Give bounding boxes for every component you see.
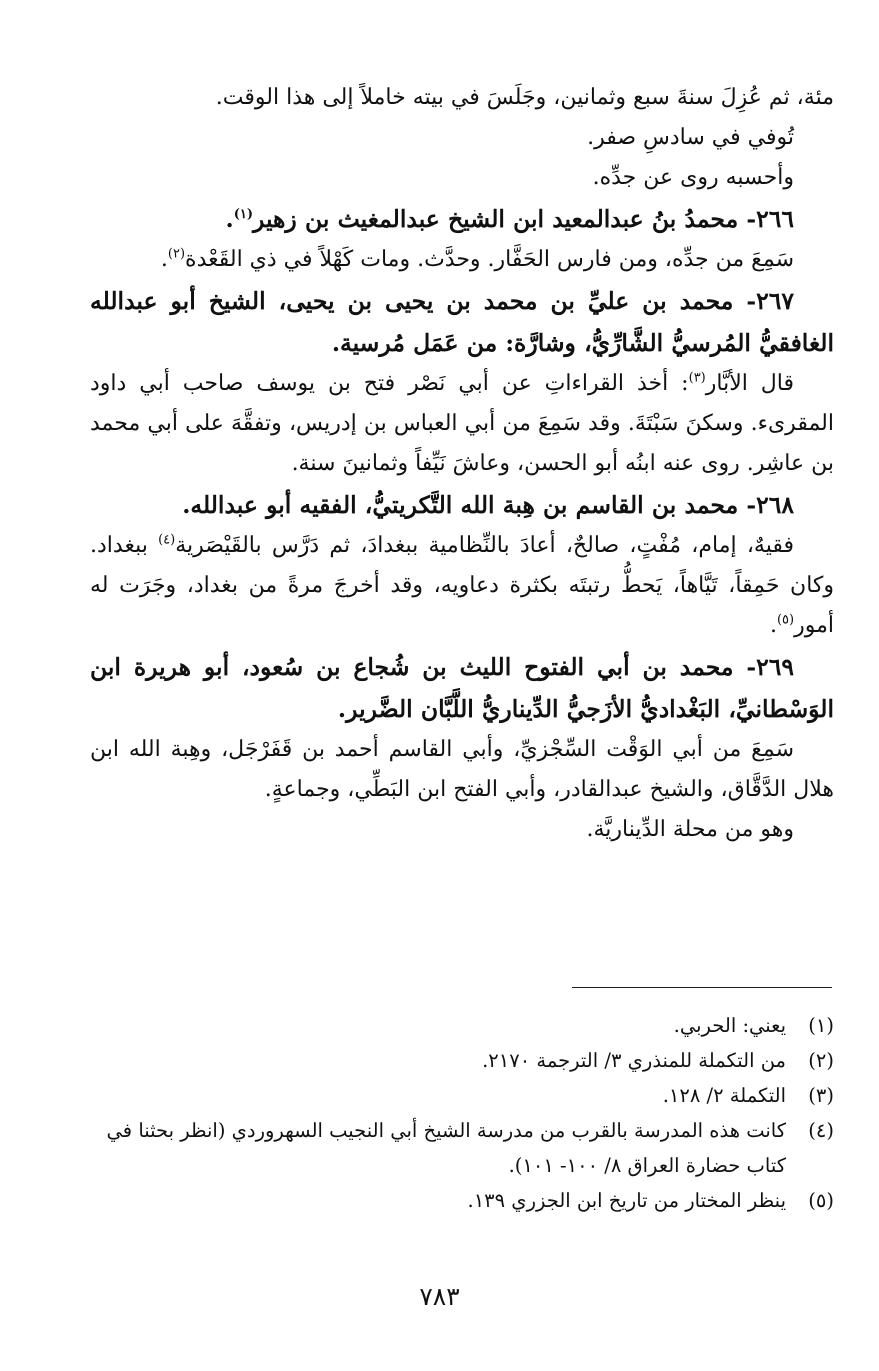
footnote-ref[interactable]: (٣) [688,370,706,386]
footnote [90,1113,834,1183]
entry-heading-268: ٢٦٨- محمد بن القاسم بن هِبة الله التَّكريتيُّ، الفقيه أبو عبدالله. [182,491,794,519]
footnote-number: (١) [808,1014,834,1037]
footnote-ref[interactable]: (٢) [167,246,186,262]
footnote-number: (٤) [808,1119,834,1142]
page-number: ٧٨٣ [419,1282,460,1311]
footnote-number: (٢) [808,1049,834,1072]
entry-text: : أخذ القراءاتِ عن أبي نَصْر فتح بن يوسف صاحب أبي داود المقرىء. وسكنَ سَبْتَةَ. وقد سَمِعَ من أبي العباس بن إدريس، وتفقَّهَ على أبي محمد بن عاشِر. روى عنه ابنُه أبو الحسن، وعاشَ نَيِّفاً وثمانينَ سنة. [90,371,834,476]
entry-text: سَمِعَ من جدِّه، ومن فارس الحَفَّار. وحدَّث. ومات كَهْلاً في ذي القَعْدة [185,247,794,272]
entry-heading-266 [90,198,834,240]
footnote-text: كانت هذه المدرسة بالقرب من مدرسة الشيخ أبي النجيب السهروردي (انظر بحثنا في كتاب حضارة العراق ٨/ ١٠٠- ١٠١). [106,1119,786,1177]
entry-text: فقيهٌ، إمام، مُفْتٍ، صالحٌ، أعادَ بالنِّظامية ببغدادَ، ثم دَرَّس بالقَيْصَرية [175,533,794,558]
entry-heading-267: ٢٦٧- محمد بن عليِّ بن محمد بن يحيى بن يحيى، الشيخ أبو عبدالله الغافقيُّ المُرسيُّ الشَّارِّيُّ، وشارَّة: من عَمَل مُرسية. [90,287,834,357]
entry-title: ٢٦٦- محمدُ بنُ عبدالمعيد ابن الشيخ عبدالمغيث بن زهير [252,205,794,233]
entry-text: قال الأبَّار [705,371,795,396]
footnote-separator [572,987,832,988]
paragraph: تُوفي في سادسِ صفر. [587,125,794,150]
footnote-text: يعني: الحربي. [673,1014,786,1037]
footnote-text: ينظر المختار من تاريخ ابن الجزري ١٣٩. [467,1189,786,1212]
footnote-ref[interactable]: (٤) [158,532,176,548]
footnote [90,1043,834,1078]
paragraph: وهو من محلة الدِّيناريَّة. [586,817,794,842]
paragraph [90,364,834,484]
footnote-ref[interactable]: (١) [233,207,253,223]
punctuation: . [225,205,234,233]
footnote [90,1183,834,1218]
footnote-text: التكملة ٢/ ١٢٨. [662,1084,786,1107]
footnotes [90,1008,834,1218]
footnote [90,1008,834,1043]
paragraph: مئة، ثم عُزِلَ سنةَ سبع وثمانين، وجَلَسَ في بيته خاملاً إلى هذا الوقت. [215,85,834,110]
entry-text: ببغداد. وكان حَمِقاً، تَيَّاهاً، يَحطُّ رتبتَه بكثرة دعاويه، وقد أخرجَ مرةً من بغداد، وجَرَت له أمور [90,533,834,638]
paragraph [90,240,834,280]
paragraph: سَمِعَ من أبي الوَقْت السِّجْزيِّ، وأبي القاسم أحمد بن قَفَرْجَل، وهِبة الله ابن هلال الدَّقَّاق، والشيخ عبدالقادر، وأبي الفتح ابن البَطِّي، وجماعةٍ. [90,737,834,802]
entry-heading-269: ٢٦٩- محمد بن أبي الفتوح الليث بن شُجاع بن سُعود، أبو هريرة ابن الوَسْطانيِّ، البَغْداديُّ الأزَجيُّ الدِّيناريُّ اللَّبَّان الضَّرير. [90,653,834,723]
paragraph [90,526,834,646]
punctuation: . [160,247,168,272]
main-text [90,78,834,850]
footnote-number: (٥) [808,1189,834,1212]
footnote [90,1078,834,1113]
footnote-number: (٣) [808,1084,834,1107]
punctuation: . [769,613,777,638]
footnote-text: من التكملة للمنذري ٣/ الترجمة ٢١٧٠. [482,1049,786,1072]
footnote-ref[interactable]: (٥) [776,612,795,628]
paragraph: وأحسبه روى عن جدِّه. [592,165,794,190]
